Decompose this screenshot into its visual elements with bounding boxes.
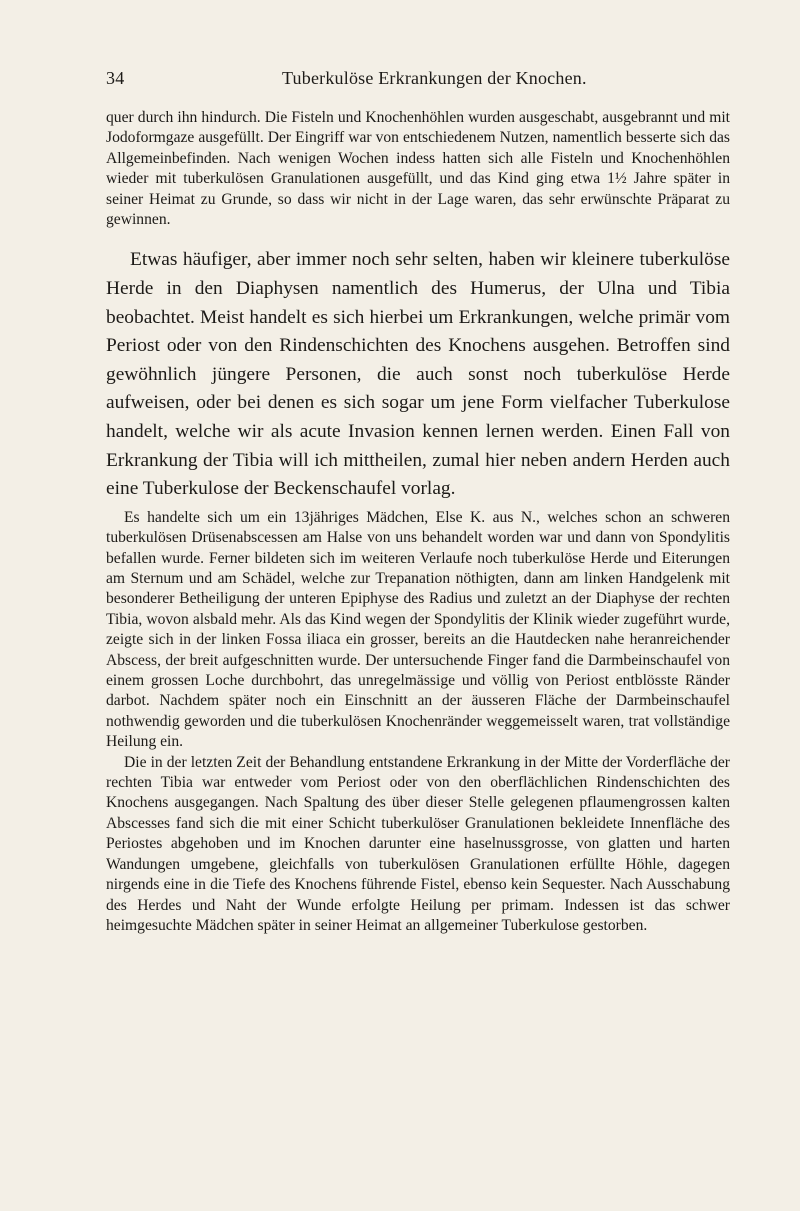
page-number: 34 [106, 68, 125, 88]
paragraph-main: Etwas häufiger, aber immer noch sehr selten, haben wir kleinere tuberkulöse Herde in den Diaphysen namentlich des Humerus, der Ulna und Tibia beobachtet. Meist handelt es sich hierbei um Erkrankungen, welche primär vom Periost oder von den Rindenschichten des Knochens ausgehen. Betroffen sind gewöhnlich jüngere Personen, die auch sonst noch tuberkulöse Herde aufweisen, oder bei denen es sich sogar um jene Form vielfacher Tuberkulose handelt, welche wir als acute Invasion kennen lernen werden. Einen Fall von Erkrankung der Tibia will ich mittheilen, zumal hier neben andern Herden auch eine Tuberkulose der Beckenschaufel vorlag. [106, 249, 730, 500]
page-header [106, 68, 730, 94]
running-title: Tuberkulöse Erkrankungen der Knochen. [282, 68, 587, 88]
paragraph-continuation: quer durch ihn hindurch. Die Fisteln und Knochenhöhlen wurden ausgeschabt, ausgebrannt und mit Jodoformgaze ausgefüllt. Der Eingriff war von entschiedenem Nutzen, namentlich besserte sich das Allgemeinbefinden. Nach wenigen Wochen indess hatten sich alle Fisteln und Knochenhöhlen wieder mit tuberkulösen Granulationen ausgefüllt, und das Kind ging etwa 1½ Jahre später in seiner Heimat zu Grunde, so dass wir nicht in der Lage waren, das sehr erwünschte Präparat zu gewinnen. [106, 109, 730, 229]
paragraph-case-report: Es handelte sich um ein 13jähriges Mädchen, Else K. aus N., welches schon an schweren tuberkulösen Drüsenabscessen am Halse von uns behandelt worden war und dann von Spondylitis befallen wurde. Ferner bildeten sich im weiteren Verlaufe noch tuberkulöse Herde und Eiterungen am Sternum und am Schädel, welche zur Trepanation nöthigten, dann am linken Handgelenk mit besonderer Betheiligung der unteren Epiphyse des Radius und zuletzt an der Diaphyse der rechten Tibia, wovon alsbald mehr. Als das Kind wegen der Spondylitis der Klinik wieder zugeführt wurde, zeigte sich in der linken Fossa iliaca ein grosser, bereits an die Hautdecken nahe heranreichender Abscess, der breit aufgeschnitten wurde. Der untersuchende Finger fand die Darmbeinschaufel von einem grossen Loche durchbohrt, das unregelmässige und völlig von Periost entblösste Ränder darbot. Nachdem später noch ein Einschnitt an der äusseren Fläche der Darmbeinschaufel nothwendig geworden und die tuberkulösen Knochenränder weggemeisselt waren, trat vollständige Heilung ein. [106, 508, 730, 751]
paragraph-case-tibia: Die in der letzten Zeit der Behandlung entstandene Erkrankung in der Mitte der Vorderfläche der rechten Tibia war entweder vom Periost oder von den oberflächlichen Rindenschichten des Knochens ausgegangen. Nach Spaltung des über dieser Stelle gelegenen pflaumengrossen kalten Abscesses fand sich die mit einer Schicht tuberkulöser Granulationen bekleidete Innenfläche des Periostes abgehoben und im Knochen darunter eine haselnussgrosse, von glatten und harten Wandungen umgebene, gleichfalls von tuberkulösen Granulationen erfüllte Höhle, dagegen nirgends eine in die Tiefe des Knochens führende Fistel, ebenso kein Sequester. Nach Ausschabung des Herdes und Naht der Wunde erfolgte Heilung per primam. Indessen ist das schwer heimgesuchte Mädchen später in seiner Heimat an allgemeiner Tuberkulose gestorben. [106, 753, 730, 934]
